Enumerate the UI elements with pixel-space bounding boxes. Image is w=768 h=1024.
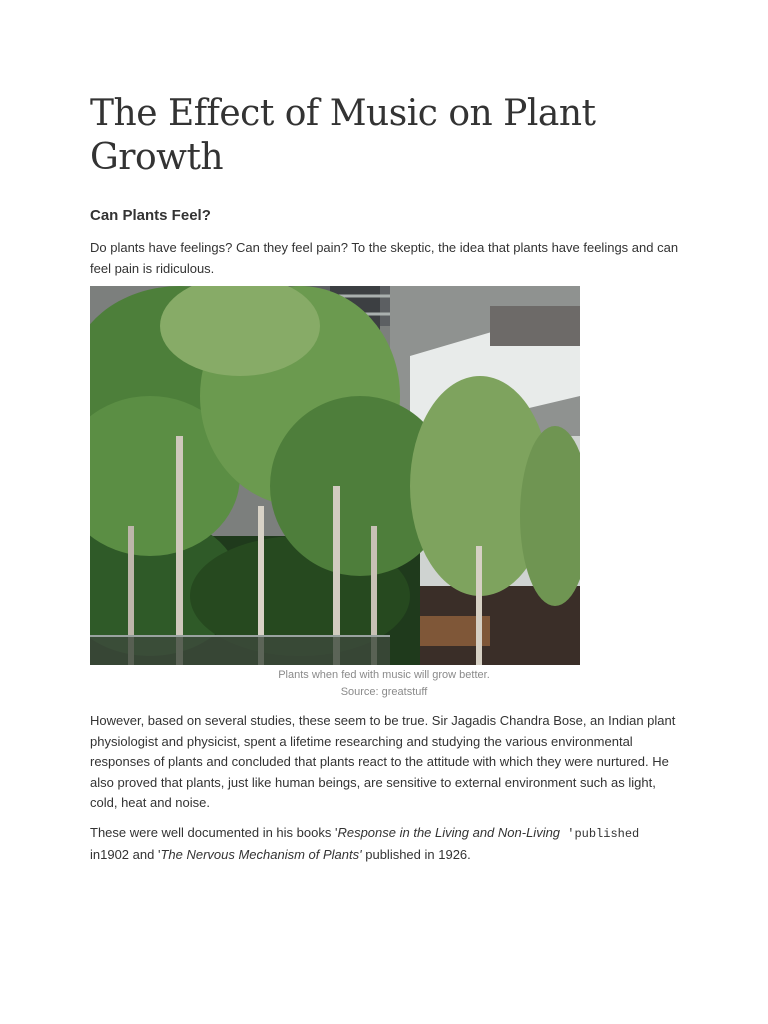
page-title: The Effect of Music on Plant Growth: [90, 93, 596, 178]
books-mid-text: 'published: [560, 827, 640, 841]
books-intro-text: These were well documented in his books ': [90, 825, 338, 840]
books-mid-text-2: in1902 and ': [90, 846, 161, 862]
paragraph-research: However, based on several studies, these seem to be true. Sir Jagadis Chandra Bose, an Indian plant physiologist and physicist, spent a lifetime researching and studying the various environmental responses of plants and concluded that plants react to the attitude with which they were nurtured. He also proved that plants, just like human beings, are sensitive to external environment such as light, cold, heat and noise.: [90, 713, 676, 810]
book-title-nervous: The Nervous Mechanism of Plants': [160, 846, 362, 862]
books-outro-text: published in 1926.: [361, 846, 471, 862]
book-title-response: Response in the Living and Non-Living: [337, 825, 561, 840]
paragraph-books: [90, 823, 682, 865]
trees-photo: [90, 286, 580, 665]
section-heading: Can Plants Feel?: [90, 207, 211, 224]
figure-caption: Plants when fed with music will grow better.: [278, 669, 490, 681]
paragraph-intro: Do plants have feelings? Can they feel pain? To the skeptic, the idea that plants have feelings and can feel pain is ridiculous.: [90, 240, 679, 276]
figure-source: Source: greatstuff: [340, 686, 428, 698]
